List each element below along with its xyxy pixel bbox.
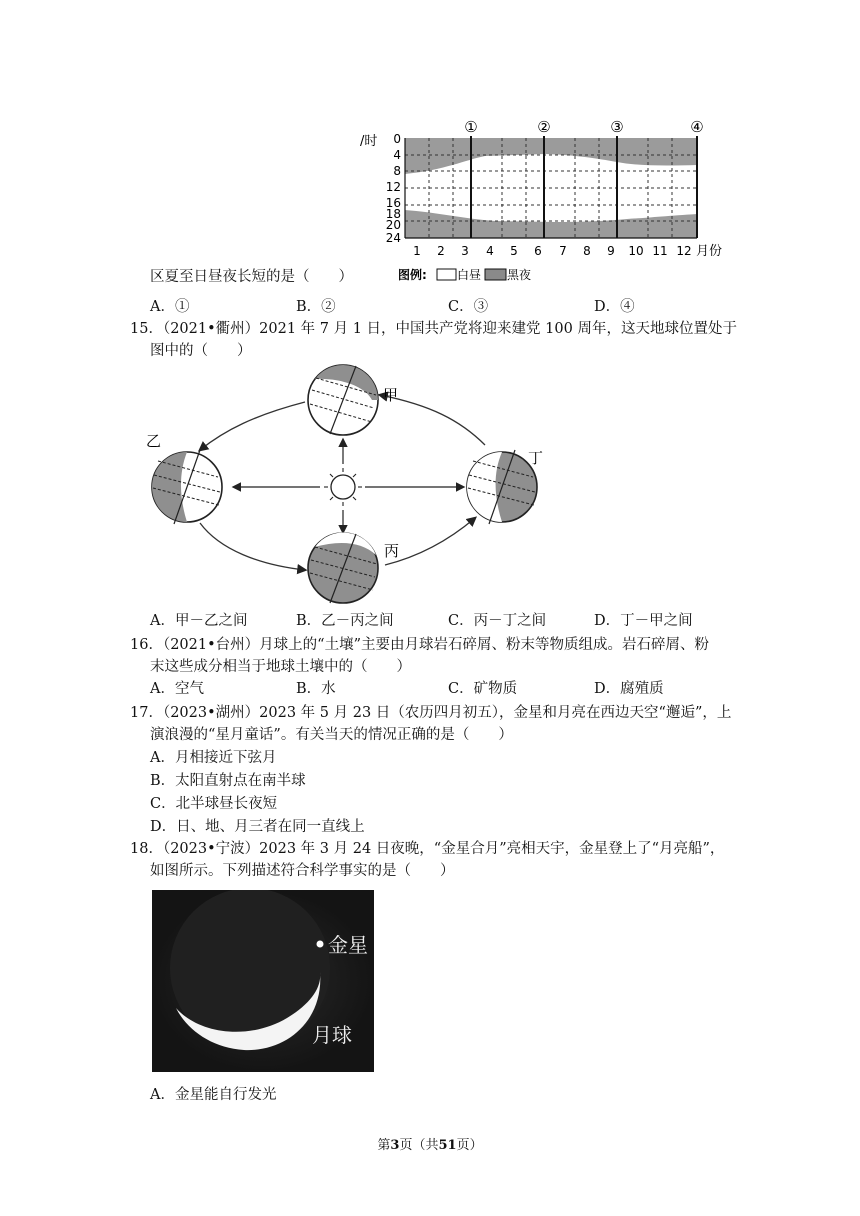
svg-text:18: 18 xyxy=(385,207,401,221)
q17-option-b[interactable]: B．太阳直射点在南半球 xyxy=(150,773,306,789)
svg-text:4: 4 xyxy=(393,148,401,162)
svg-text:④: ④ xyxy=(690,118,704,136)
svg-text:2: 2 xyxy=(437,244,445,258)
svg-text:①: ① xyxy=(464,118,478,136)
earth-orbit-diagram xyxy=(140,360,560,610)
svg-text:8: 8 xyxy=(393,164,401,178)
markers xyxy=(464,118,703,136)
venus-moon-photo xyxy=(152,890,374,1072)
venus-label: 金星 xyxy=(328,933,368,957)
q16-option-a[interactable]: A．空气 xyxy=(150,681,204,697)
q17-stem-1: 17．（2023•湖州）2023 年 5 月 23 日（农历四月初五），金星和月亮在西边天空“邂逅”，上 xyxy=(130,705,732,721)
venus-dot xyxy=(317,941,324,948)
q16-option-c[interactable]: C．矿物质 xyxy=(448,681,518,697)
earth-bing xyxy=(308,533,399,603)
q18-stem-1: 18．（2023•宁波）2023 年 3 月 24 日夜晚，“金星合月”亮相天宇，金星登上了“月亮船”， xyxy=(130,841,725,857)
legend-night-swatch xyxy=(485,269,506,280)
q18-option-a[interactable]: A．金星能自行发光 xyxy=(150,1087,277,1103)
svg-text:24: 24 xyxy=(385,231,401,245)
q16-option-b[interactable]: B．水 xyxy=(296,681,336,697)
q16-stem-1: 16．（2021•台州）月球上的“土壤”主要由月球岩石碎屑、粉末等物质组成。岩石碎屑、粉 xyxy=(130,637,709,653)
q17-stem-2: 演浪漫的“星月童话”。有关当天的情况正确的是（ ） xyxy=(150,727,513,743)
earth-yi xyxy=(146,432,222,524)
earth-jia xyxy=(308,365,398,435)
q15-option-d[interactable]: D．丁－甲之间 xyxy=(594,613,693,629)
svg-text:丙: 丙 xyxy=(384,542,400,560)
y-ticks xyxy=(386,132,401,245)
svg-text:③: ③ xyxy=(610,118,624,136)
q15-option-a[interactable]: A．甲－乙之间 xyxy=(150,613,248,629)
q14-option-a[interactable]: A．① xyxy=(150,299,190,315)
svg-text:1: 1 xyxy=(413,244,421,258)
q15-option-c[interactable]: C．丙－丁之间 xyxy=(448,613,547,629)
q16-option-d[interactable]: D．腐殖质 xyxy=(594,681,664,697)
legend-prefix: 图例: xyxy=(398,268,427,282)
svg-text:乙: 乙 xyxy=(146,432,162,450)
q17-option-a[interactable]: A．月相接近下弦月 xyxy=(150,750,277,766)
svg-text:16: 16 xyxy=(385,196,401,210)
legend-night: 黑夜 xyxy=(507,268,532,282)
svg-text:10: 10 xyxy=(628,244,644,258)
q18-stem-2: 如图所示。下列描述符合科学事实的是（ ） xyxy=(150,863,455,879)
svg-text:12: 12 xyxy=(385,180,401,194)
q16-stem-2: 末这些成分相当于地球土壤中的（ ） xyxy=(150,659,411,675)
day-night-chart xyxy=(355,118,735,288)
q15-option-b[interactable]: B．乙－丙之间 xyxy=(296,613,394,629)
q14-option-c[interactable]: C．③ xyxy=(448,299,489,315)
svg-text:6: 6 xyxy=(534,244,542,258)
earth-ding xyxy=(467,449,543,524)
legend-day: 白昼 xyxy=(457,268,482,282)
q14-option-d[interactable]: D．④ xyxy=(594,299,635,315)
q14-option-b[interactable]: B．② xyxy=(296,299,336,315)
q15-stem-2: 图中的（ ） xyxy=(150,343,252,359)
svg-text:5: 5 xyxy=(510,244,518,258)
svg-text:7: 7 xyxy=(559,244,567,258)
sun-icon xyxy=(324,468,362,506)
page-footer: 第3页（共51页） xyxy=(377,1138,483,1153)
svg-text:20: 20 xyxy=(385,218,401,232)
svg-text:丁: 丁 xyxy=(528,449,544,467)
page-total: 51 xyxy=(438,1138,457,1153)
svg-text:甲: 甲 xyxy=(383,386,399,404)
svg-text:12: 12 xyxy=(676,244,692,258)
svg-text:3: 3 xyxy=(461,244,469,258)
q14-stem: 区夏至日昼夜长短的是（ ） xyxy=(150,269,353,285)
moon-label: 月球 xyxy=(312,1023,352,1047)
q17-option-c[interactable]: C．北半球昼长夜短 xyxy=(150,796,278,812)
legend-day-swatch xyxy=(437,269,456,280)
svg-text:4: 4 xyxy=(486,244,494,258)
svg-text:11: 11 xyxy=(652,244,668,258)
svg-text:9: 9 xyxy=(607,244,615,258)
svg-text:0: 0 xyxy=(393,132,401,146)
page-number: 3 xyxy=(390,1138,400,1153)
y-unit: /时 xyxy=(360,134,378,149)
svg-text:②: ② xyxy=(537,118,551,136)
x-unit: 月份 xyxy=(696,244,723,259)
q15-stem-1: 15．（2021•衢州）2021 年 7 月 1 日，中国共产党将迎来建党 100 周年，这天地球位置处于 xyxy=(130,321,737,337)
q17-option-d[interactable]: D．日、地、月三者在同一直线上 xyxy=(150,819,365,835)
x-ticks xyxy=(413,244,691,258)
svg-text:8: 8 xyxy=(583,244,591,258)
